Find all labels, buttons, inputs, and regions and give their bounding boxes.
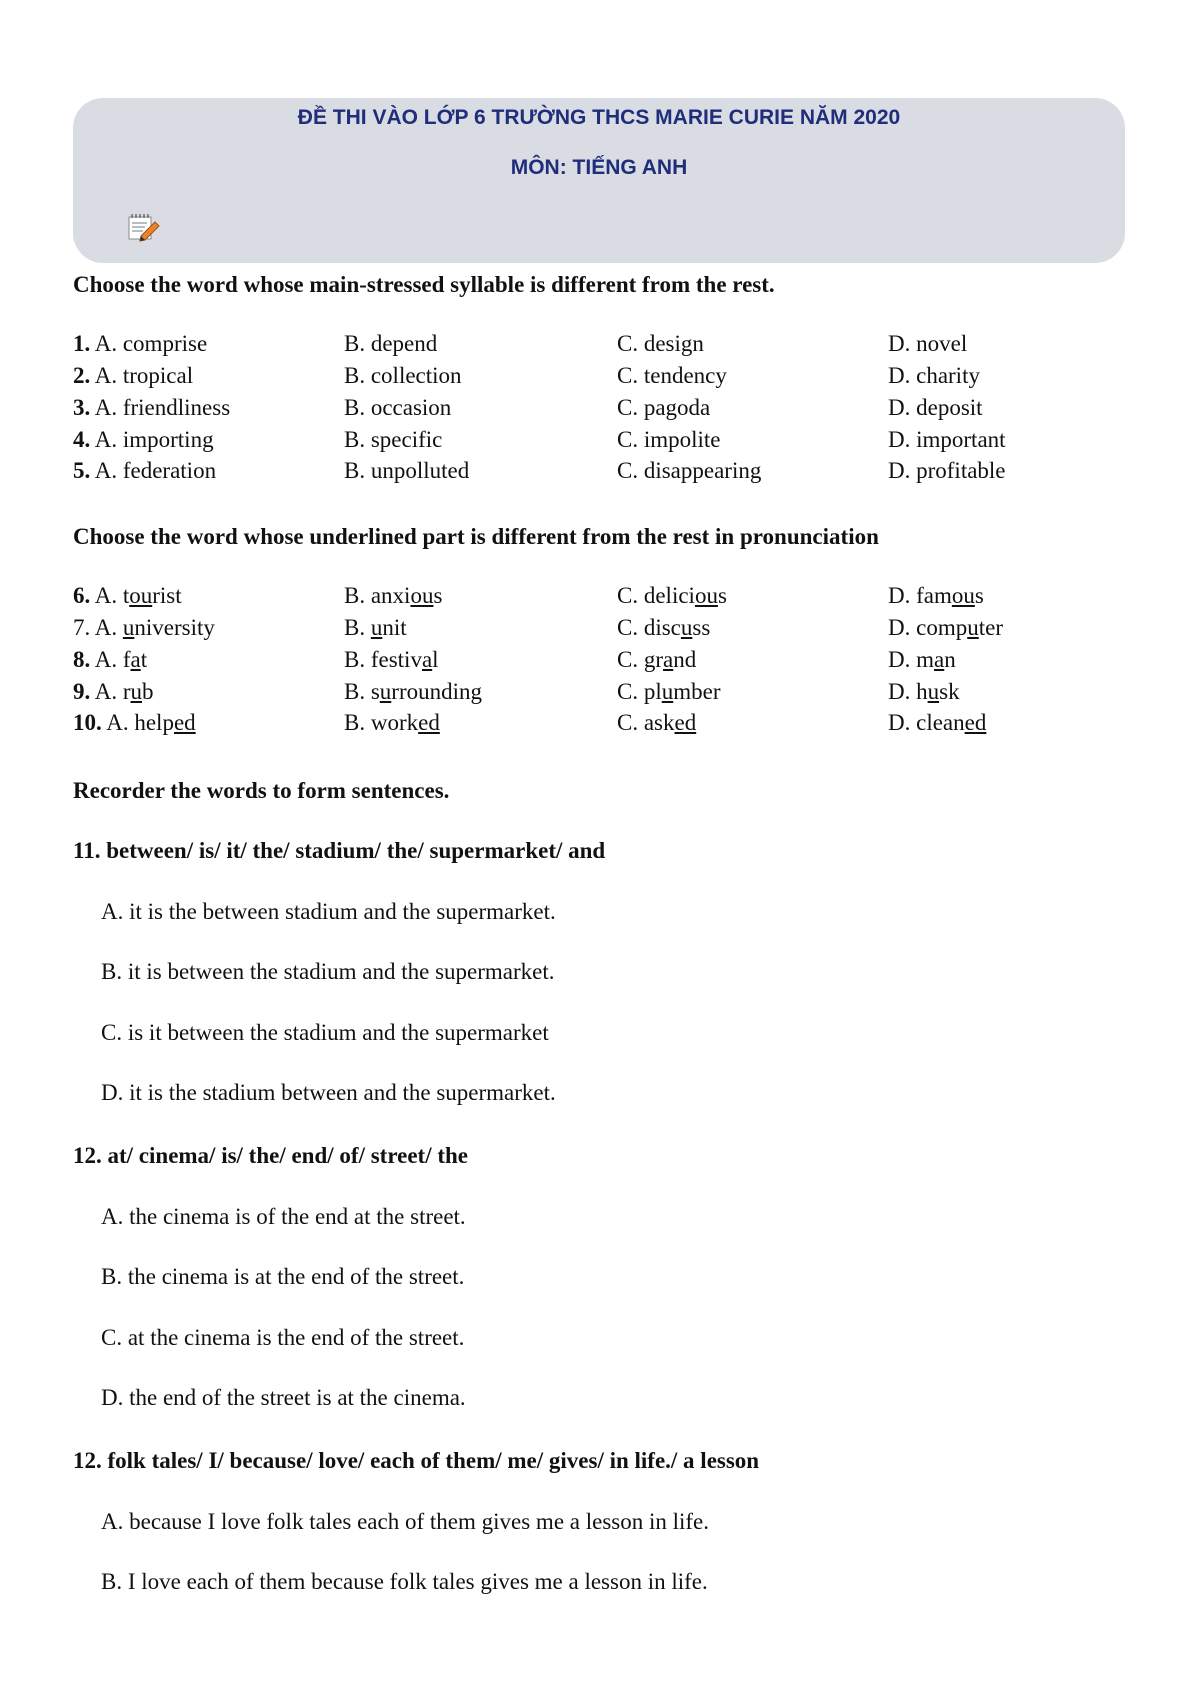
word-part: D. h: [888, 679, 928, 704]
word-part: B. s: [344, 679, 380, 704]
underlined-part: u: [680, 615, 693, 640]
word-part: C. pl: [617, 679, 662, 704]
option-c: C. pagoda: [617, 395, 711, 420]
option-a: [73, 395, 230, 421]
option-d: D. important: [888, 427, 1006, 452]
option-c: [617, 615, 710, 641]
underlined-part: ed: [964, 710, 987, 735]
answer-option: C. is it between the stadium and the supermarket: [101, 1020, 549, 1045]
option-b: B. specific: [344, 427, 443, 452]
notepad-pencil-icon: [127, 212, 161, 242]
question-number: 3.: [73, 395, 91, 420]
underlined-part: ou: [129, 583, 153, 608]
exam-subject: MÔN: TIẾNG ANH: [510, 156, 688, 179]
word-part: s: [433, 583, 443, 608]
question-row: [73, 363, 1133, 393]
section3-title: Recorder the words to form sentences.: [73, 778, 450, 803]
option-d: [888, 647, 956, 673]
option-b: B. occasion: [344, 395, 452, 420]
question-number: 4.: [73, 427, 91, 452]
answer-option: B. the cinema is at the end of the street.: [101, 1264, 465, 1289]
sentence-prompt: 12. folk tales/ I/ because/ love/ each of them/ me/ gives/ in life./ a lesson: [73, 1448, 760, 1473]
word-part: B.: [344, 615, 371, 640]
underlined-part: u: [379, 679, 392, 704]
option-a: [73, 331, 207, 357]
option-c: [617, 583, 727, 609]
answer-option: D. the end of the street is at the cinema.: [101, 1385, 466, 1410]
word-part: niversity: [134, 615, 215, 640]
question-number: 6.: [73, 583, 91, 608]
word-part: A. r: [94, 679, 131, 704]
underlined-part: a: [130, 647, 141, 672]
option-b: [344, 679, 482, 705]
option-b: [344, 583, 442, 609]
question-number: 9.: [73, 679, 91, 704]
sentence-prompt: 12. at/ cinema/ is/ the/ end/ of/ street/ the: [73, 1143, 468, 1168]
word-part: A. f: [94, 647, 131, 672]
underlined-part: ou: [951, 583, 975, 608]
word-part: mber: [673, 679, 721, 704]
section1-title: Choose the word whose main-stressed syllable is different from the rest.: [73, 272, 775, 297]
word-part: s: [717, 583, 727, 608]
word-part: rrounding: [391, 679, 483, 704]
word-part: B. festiv: [344, 647, 422, 672]
word-part: n: [944, 647, 956, 672]
question-row: [73, 458, 1133, 488]
answer-option: C. at the cinema is the end of the street.: [101, 1325, 465, 1350]
option-d: [888, 710, 986, 736]
option-c: C. disappearing: [617, 458, 762, 483]
underlined-part: ed: [674, 710, 697, 735]
option-a: [73, 458, 216, 484]
underlined-part: ed: [173, 710, 196, 735]
option-a-text: A. federation: [94, 458, 217, 483]
option-b: B. collection: [344, 363, 462, 388]
option-b: [344, 647, 439, 673]
option-a: [73, 615, 215, 641]
word-part: nd: [673, 647, 697, 672]
question-row: [73, 583, 1133, 613]
sentence-prompt: 11. between/ is/ it/ the/ stadium/ the/ supermarket/ and: [73, 838, 606, 863]
underlined-part: u: [122, 615, 135, 640]
word-part: t: [140, 647, 148, 672]
word-part: D. comp: [888, 615, 968, 640]
question-number: 5.: [73, 458, 91, 483]
answer-option: A. it is the between stadium and the supermarket.: [101, 899, 556, 924]
question-row: [73, 427, 1133, 457]
option-c: C. tendency: [617, 363, 727, 388]
word-part: sk: [939, 679, 960, 704]
word-part: A.: [94, 615, 123, 640]
word-part: ter: [978, 615, 1003, 640]
option-c: [617, 647, 696, 673]
question-number: 7.: [73, 615, 91, 640]
underlined-part: a: [421, 647, 433, 672]
option-a-text: A. importing: [94, 427, 214, 452]
question-number: 10.: [73, 710, 102, 735]
underlined-part: a: [663, 647, 674, 672]
option-c: [617, 710, 696, 736]
word-part: C. ask: [617, 710, 675, 735]
underlined-part: ou: [694, 583, 718, 608]
word-part: D. fam: [888, 583, 952, 608]
word-part: l: [432, 647, 439, 672]
word-part: C. delici: [617, 583, 695, 608]
option-b: [344, 615, 407, 641]
underlined-part: u: [370, 615, 383, 640]
option-d: D. profitable: [888, 458, 1006, 483]
option-b: [344, 710, 440, 736]
option-a-text: A. friendliness: [94, 395, 231, 420]
option-c: C. design: [617, 331, 704, 356]
option-a: [73, 363, 193, 389]
question-row: [73, 615, 1133, 645]
option-d: [888, 615, 1003, 641]
answer-option: A. because I love folk tales each of them gives me a lesson in life.: [101, 1509, 710, 1534]
option-d: D. charity: [888, 363, 980, 388]
word-part: nit: [382, 615, 407, 640]
word-part: B. anxi: [344, 583, 411, 608]
word-part: A. t: [94, 583, 130, 608]
option-a: [73, 679, 154, 705]
word-part: rist: [152, 583, 182, 608]
underlined-part: u: [130, 679, 143, 704]
question-number: 2.: [73, 363, 91, 388]
word-part: ss: [692, 615, 711, 640]
question-row: [73, 710, 1133, 740]
answer-option: D. it is the stadium between and the supermarket.: [101, 1080, 556, 1105]
option-b: B. depend: [344, 331, 438, 356]
option-d: [888, 679, 960, 705]
word-part: C. disc: [617, 615, 681, 640]
option-c: [617, 679, 721, 705]
question-row: [73, 679, 1133, 709]
word-part: A. help: [106, 710, 174, 735]
word-part: s: [974, 583, 984, 608]
option-b: B. unpolluted: [344, 458, 470, 483]
question-row: [73, 331, 1133, 361]
section2-title: Choose the word whose underlined part is different from the rest in pronunciation: [73, 524, 879, 549]
option-d: D. deposit: [888, 395, 983, 420]
option-a: [73, 427, 214, 453]
option-d: [888, 583, 984, 609]
answer-option: A. the cinema is of the end at the street.: [101, 1204, 466, 1229]
underlined-part: u: [927, 679, 940, 704]
option-a: [73, 647, 147, 673]
word-part: b: [142, 679, 154, 704]
option-a-text: A. comprise: [94, 331, 208, 356]
option-a: [73, 583, 182, 609]
option-a-text: A. tropical: [94, 363, 194, 388]
word-part: D. clean: [888, 710, 965, 735]
question-row: [73, 647, 1133, 677]
exam-header: [73, 98, 1125, 263]
underlined-part: ed: [418, 710, 440, 735]
option-c: C. impolite: [617, 427, 721, 452]
option-d: D. novel: [888, 331, 968, 356]
word-part: D. m: [888, 647, 934, 672]
word-part: C. gr: [617, 647, 663, 672]
word-part: B. work: [344, 710, 419, 735]
answer-option: B. it is between the stadium and the supermarket.: [101, 959, 555, 984]
question-number: 1.: [73, 331, 91, 356]
option-a: [73, 710, 196, 736]
underlined-part: a: [934, 647, 945, 672]
underlined-part: u: [661, 679, 674, 704]
question-number: 8.: [73, 647, 91, 672]
question-row: [73, 395, 1133, 425]
underlined-part: u: [967, 615, 979, 640]
exam-title: ĐỀ THI VÀO LỚP 6 TRƯỜNG THCS MARIE CURIE NĂM 2020: [297, 106, 901, 129]
answer-option: B. I love each of them because folk tales gives me a lesson in life.: [101, 1569, 708, 1594]
underlined-part: ou: [410, 583, 434, 608]
